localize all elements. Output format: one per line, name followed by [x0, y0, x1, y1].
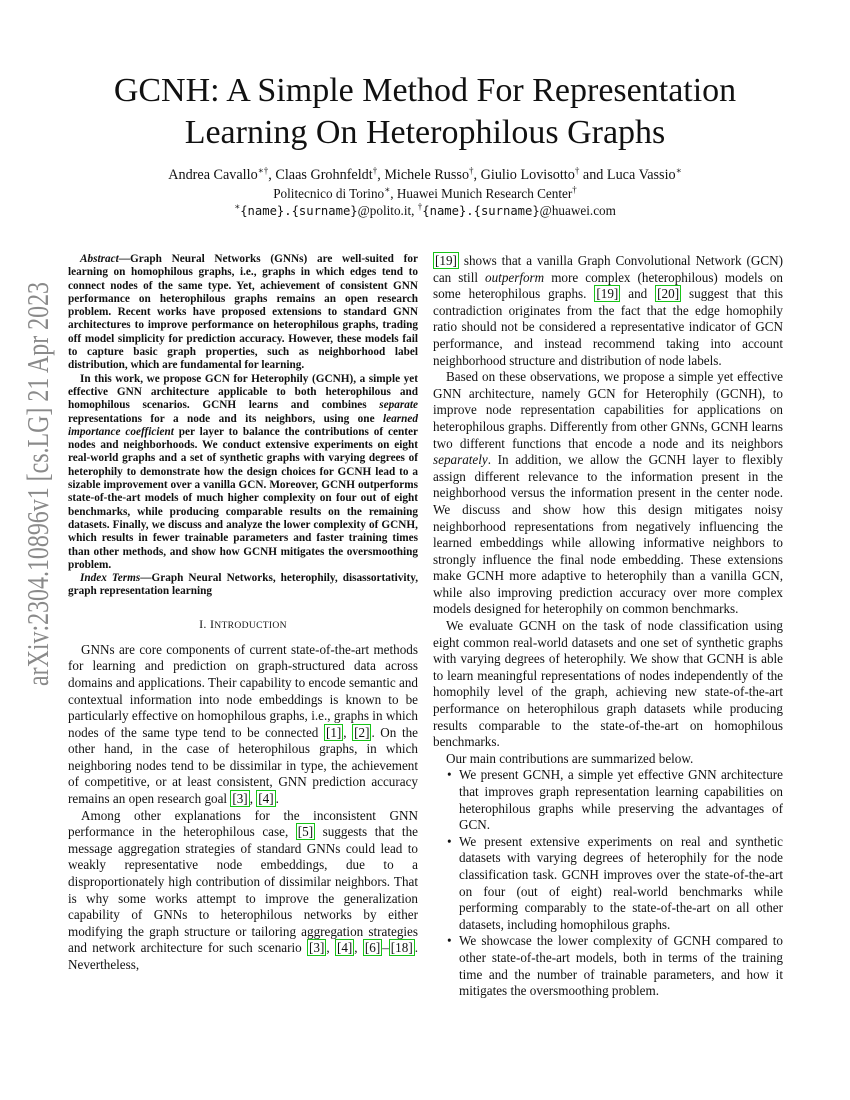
citation-link[interactable]: [19] [435, 253, 457, 268]
affiliations: Politecnico di Torino∗, Huawei Munich Research Center† [273, 184, 577, 201]
citation-link[interactable]: [20] [657, 286, 680, 302]
email-pattern: {name}.{surname} [240, 204, 358, 218]
citation-link[interactable]: [19] [596, 286, 619, 302]
author-name: Michele Russo [384, 167, 470, 183]
author-emails [70, 202, 780, 220]
index-terms-label: Index Terms [80, 572, 141, 585]
email-mark: ∗ [234, 201, 241, 212]
index-terms-text: —Graph Neural Networks, heterophily, disassortativity, graph representation learning [68, 572, 419, 598]
index-terms [68, 572, 418, 599]
title-line-1: GCNH: A Simple Method For Representation [113, 72, 737, 109]
author-marks: † [372, 165, 378, 176]
arxiv-stamp [12, 280, 58, 690]
citation-link[interactable]: [18] [390, 940, 413, 956]
email-pattern: {name}.{surname} [422, 204, 540, 218]
author-separator: , [473, 167, 481, 183]
abstract-paragraph [68, 253, 418, 373]
affiliation-name: Politecnico di Torino [273, 186, 385, 201]
body-paragraph: We evaluate GCNH on the task of node classification using eight common real-world datasets and one set of synthetic graphs with varying degrees of heterophily. We show that GCNH is able to learn meaningful representations of nodes independently of the homophily level of the graph, achieving new state-of-the-art performance on heterophilous graph datasets while producing results comparable to the state-of-the-art on homophilous benchmarks. [433, 618, 783, 750]
arxiv-id: arXiv:2304.10896v1 [cs.LG] 21 Apr 2023 [20, 280, 55, 686]
bullet-icon: • [447, 933, 452, 949]
abstract-text: In this work, we propose GCN for Heterophily (GCNH), a simple yet effective GNN architecture applicable to both heterophilous and homophilous scenarios. GCNH learns and combines [68, 372, 418, 412]
email-domain: @polito.it, [357, 203, 418, 218]
abstract-text: —Graph Neural Networks (GNNs) are well-suited for learning on homophilous graphs, i.e., graphs in which edges tend to connect nodes of the same type. Yet, achievement of consistent GNN performance on heterophilous graphs remains an open research problem. Recent works have proposed extensions to standard GNN architectures to improve performance on heterophilous graphs, trading off model simplicity for prediction accuracy. However, these models fail to capture basic graph properties, such as neighborhood label distribution, which are fundamental for learning. [68, 253, 418, 372]
author-name: Andrea Cavallo [168, 167, 258, 183]
section-number: I. I [199, 616, 215, 631]
author-separator: , [377, 167, 385, 183]
author-marks: † [469, 165, 474, 176]
citation-link[interactable]: [3] [309, 940, 325, 956]
author-marks: ∗† [257, 165, 269, 176]
emphasis: separately [433, 452, 488, 468]
right-column [433, 253, 783, 1000]
intro-paragraph: Among other explanations for the inconsistent GNN performance in the heterophilous case, [5] suggests that the message aggregation strategies of standard GNNs could lead to weakly representative node embeddings, due to a disproportionately high contribution of dissimilar neighbors. That is why some works attempt to improve the generalization capability of GNNs to heterophilous networks by either modifying the graph structure or tailoring aggregation strategies and network architecture for such scenario [3] , [4] , [6] – [18] . Nevertheless, [68, 807, 418, 972]
email-domain: @huawei.com [539, 203, 616, 218]
intro-paragraph: GNNs are core components of current state-of-the-art methods for learning and prediction on graph-structured data across domains and applications. Their capability to encode semantic and contextual information into node embeddings is known to be particularly effective on homophilous graphs, i.e., graphs in which nodes of the same type tend to be connected [1] , [2] . On the other hand, in the case of heterophilous graphs, in which neighboring nodes tend to be dissimilar in type, the achievement of competitive, or at least consistent, GNN prediction accuracy remains an open research goal [3] , [4] . [68, 641, 418, 807]
author-name: and Luca Vassio [582, 167, 676, 183]
title-line-2: Learning On Heterophilous Graphs [184, 114, 666, 151]
abstract-label: Abstract [80, 253, 119, 265]
abstract-paragraph [68, 373, 418, 572]
body-paragraph: Based on these observations, we propose a simple yet effective GNN architecture, namely GCN for Heterophily (GCNH), to improve node representation capabilities for applications on heterophilous graphs. Differently from other GNNs, GCNH learns two different functions that encode a node and its neighbors separately. In addition, we allow the GCNH layer to flexibly assign different relevance to the information present in the neighborhood versus the information present in the center node. We discuss and show how this design mitigates noisy neighborhood representations from negatively influencing the learned embeddings while allowing informative neighbors to strongly influence the final node embedding. These extensions make GCNH more adaptive to heterophily than a vanilla GCN, while also improving prediction accuracy over more complex models designed for heterophily on common benchmarks. [433, 369, 783, 617]
affiliation-mark: ∗ [384, 184, 391, 195]
paper-title [70, 70, 780, 154]
author-separator: , [268, 167, 276, 183]
citation-link[interactable]: [6] [364, 940, 381, 956]
section-heading [68, 616, 418, 634]
author-list [70, 166, 780, 184]
contributions-list [433, 767, 783, 999]
abstract-emphasis: separate [379, 399, 418, 412]
list-item: • We showcase the lower complexity of GCNH compared to other state-of-the-art models, both in terms of the training time and the number of trainable parameters, and how it mitigates the oversmoothing problem. [447, 933, 783, 999]
citation-link[interactable]: [4] [258, 791, 274, 807]
section-title: NTRODUCTION [214, 619, 287, 631]
affiliation-mark: † [572, 184, 577, 195]
citation-link[interactable]: [4] [336, 940, 353, 956]
email-mark: † [417, 201, 423, 212]
citation-link[interactable]: [3] [232, 791, 248, 807]
author-name: Claas Grohnfeldt [275, 167, 373, 183]
abstract-text: representations for a node and its neighbors, using one [68, 412, 383, 425]
body-paragraph: Our main contributions are summarized below. [446, 750, 694, 766]
body-paragraph: [19] shows that a vanilla Graph Convolutional Network (GCN) can still outperform more complex (heterophilous) models on some heterophilous graphs. [19] and [20] suggest that this contradiction originates from the fact that the edge homophily ratio should not be considered a representative indicator of GCN performance, and instead recommend taking into account neighborhood structure and distribution of node labels. [433, 253, 784, 368]
citation-link[interactable]: [5] [297, 824, 314, 840]
abstract-emphasis: learned importance coefficient [68, 412, 418, 438]
emphasis: outperform [485, 269, 545, 285]
citation-link[interactable]: [1] [325, 724, 342, 740]
list-item: • We present extensive experiments on real and synthetic datasets with varying degrees of heterophily for the node classification task. GCNH improves over the state-of-the-art on four (out of eight) real-world benchmarks while performing comparably to the state-of-the-art on all other datasets, including homophilous graphs. [447, 833, 783, 932]
abstract-text: per layer to balance the contributions of center nodes and neighborhoods. We conduct extensive experiments on eight real-world graphs and a set of synthetic graphs with varying degrees of heterophily to demonstrate how the design choices for GCNH lead to a sizable improvement over a vanilla GCN. Moreover, GCNH outperforms state-of-the-art models of much higher complexity on four out of eight benchmarks, while producing comparable results on the remaining datasets. Finally, we discuss and analyze the lower complexity of GCNH, which results in fewer trainable parameters and faster training times than other methods, and show how GCNH mitigates the oversmoothing problem. [68, 425, 418, 571]
list-item: • We present GCNH, a simple yet effective GNN architecture that improves graph representation learning capabilities on heterophilous graphs while preserving the advantages of GCN. [447, 767, 783, 833]
citation-link[interactable]: [2] [354, 724, 370, 740]
affiliation-name: Huawei Munich Research Center [396, 186, 573, 201]
bullet-icon: • [447, 767, 452, 783]
author-name: Giulio Lovisotto [480, 167, 575, 183]
bullet-icon: • [447, 833, 452, 849]
left-column [68, 253, 418, 974]
author-marks: † [574, 165, 580, 176]
author-marks: ∗ [675, 165, 682, 176]
